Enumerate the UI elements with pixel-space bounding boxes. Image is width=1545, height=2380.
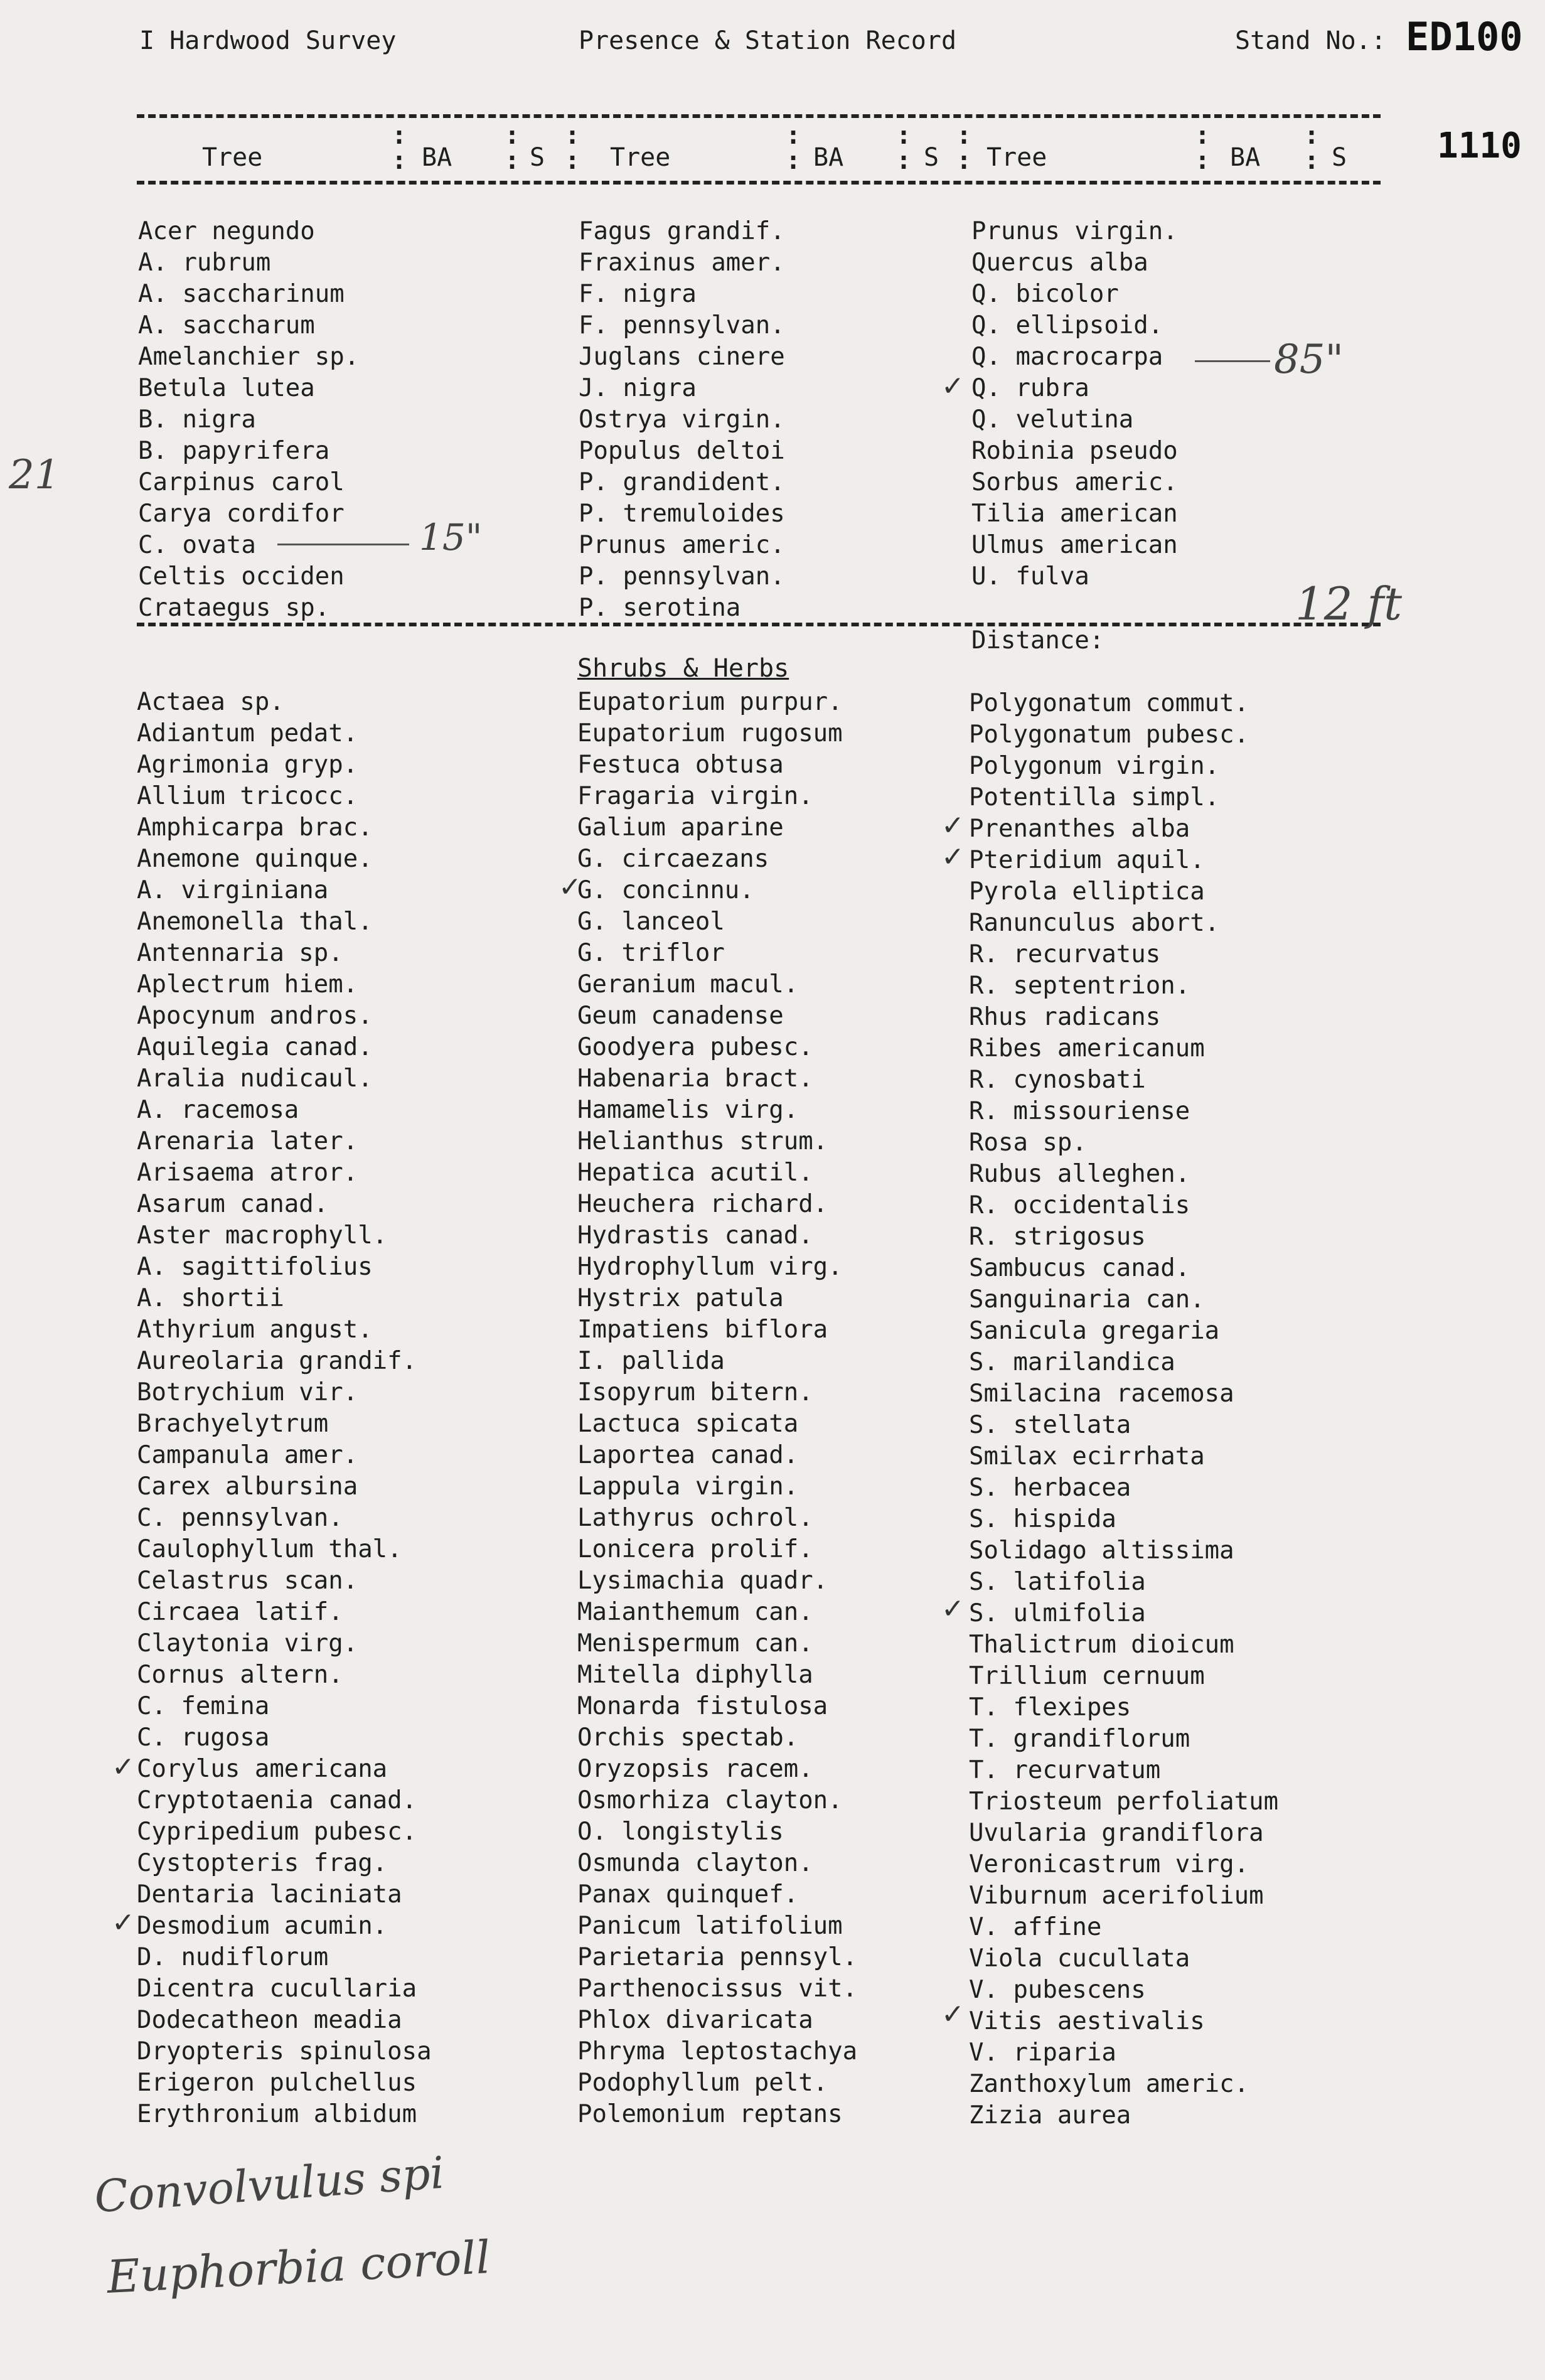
distance-label: Distance: (971, 626, 1104, 655)
species-entry: Rhus radicans (969, 1003, 1161, 1031)
col-header-s-1: S (530, 143, 545, 172)
col-header-tree-1: Tree (202, 143, 263, 172)
species-entry: S. latifolia (969, 1568, 1146, 1596)
species-entry: Aster macrophyll. (137, 1221, 388, 1250)
species-entry: Panax quinquef. (577, 1880, 799, 1909)
species-entry: Athyrium angust. (137, 1316, 373, 1344)
col-sep: : : (956, 121, 972, 175)
col-sep: : : (565, 121, 580, 175)
col-sep: : : (505, 121, 520, 175)
species-entry: O. longistylis (577, 1818, 784, 1846)
species-entry: Desmodium acumin. (137, 1912, 388, 1940)
handwritten-line-macrocarpa (1195, 360, 1270, 362)
species-entry: Galium aparine (577, 813, 784, 842)
species-entry: Menispermum can. (577, 1629, 813, 1658)
species-entry: Ribes americanum (969, 1034, 1205, 1063)
species-entry: B. papyrifera (138, 437, 330, 465)
species-entry: Polemonium reptans (577, 2100, 843, 2128)
species-entry: S. ulmifolia (969, 1599, 1146, 1627)
species-entry: Carpinus carol (138, 468, 345, 496)
species-entry: Impatiens biflora (577, 1316, 828, 1344)
species-entry: S. marilandica (969, 1348, 1175, 1376)
handwritten-distance-value: 12 ft (1295, 577, 1403, 630)
species-entry: Cryptotaenia canad. (137, 1786, 417, 1814)
species-entry: R. occidentalis (969, 1191, 1190, 1219)
species-entry: Pteridium aquil. (969, 846, 1205, 874)
shrub-list-col3 (969, 688, 1278, 2131)
species-entry: G. circaezans (577, 845, 769, 873)
species-entry: Eupatorium rugosum (577, 719, 843, 748)
species-entry: T. grandiflorum (969, 1725, 1190, 1753)
shrubs-heading: Shrubs & Herbs (577, 654, 789, 683)
handwritten-macrocarpa-size: 85" (1274, 336, 1344, 383)
species-entry: Dicentra cucullaria (137, 1975, 417, 2003)
species-entry: Q. macrocarpa (971, 343, 1163, 371)
species-entry: A. saccharinum (138, 280, 345, 308)
species-entry: S. herbacea (969, 1474, 1131, 1502)
species-entry: Solidago altissima (969, 1536, 1234, 1565)
species-entry: Quercus alba (971, 249, 1148, 277)
species-entry: Geum canadense (577, 1002, 784, 1030)
species-entry: Agrimonia gryp. (137, 751, 358, 779)
header-rule-bottom (137, 181, 1381, 185)
species-entry: Phlox divaricata (577, 2006, 813, 2034)
species-entry: C. rugosa (137, 1723, 270, 1752)
species-entry: Osmorhiza clayton. (577, 1786, 843, 1814)
species-entry: Tilia american (971, 500, 1178, 528)
species-entry: Trillium cernuum (969, 1662, 1205, 1690)
species-entry: Hepatica acutil. (577, 1159, 813, 1187)
col-header-ba-1: BA (422, 143, 452, 172)
species-entry: Zizia aurea (969, 2101, 1131, 2130)
species-entry: F. nigra (579, 280, 697, 308)
species-entry: Arisaema atror. (137, 1159, 358, 1187)
species-entry: Apocynum andros. (137, 1002, 373, 1030)
species-entry: C. ovata (138, 531, 256, 559)
species-entry: Anemonella thal. (137, 908, 373, 936)
species-entry: Fagus grandif. (579, 217, 785, 245)
species-entry: Ulmus american (971, 531, 1178, 559)
species-entry: I. pallida (577, 1347, 725, 1375)
species-entry: Claytonia virg. (137, 1629, 358, 1658)
species-entry: Asarum canad. (137, 1190, 329, 1218)
species-entry: Viola cucullata (969, 1944, 1190, 1973)
species-entry: Smilacina racemosa (969, 1380, 1234, 1408)
species-entry: Corylus americana (137, 1755, 388, 1783)
species-entry: C. femina (137, 1692, 270, 1720)
shrub-list-col2 (577, 687, 857, 2130)
species-entry: P. serotina (579, 594, 741, 622)
species-entry: Vitis aestivalis (969, 2007, 1205, 2035)
species-entry: G. triflor (577, 939, 725, 967)
species-entry: Isopyrum bitern. (577, 1378, 813, 1407)
species-entry: Sambucus canad. (969, 1254, 1190, 1282)
col-sep: : : (392, 121, 407, 175)
species-entry: Habenaria bract. (577, 1064, 813, 1093)
species-entry: Polygonatum pubesc. (969, 721, 1249, 749)
species-entry: Parietaria pennsyl. (577, 1943, 858, 1971)
species-entry: G. concinnu. (577, 876, 754, 904)
col-header-s-3: S (1332, 143, 1347, 172)
header-rule-top (137, 114, 1381, 118)
species-entry: Smilax ecirrhata (969, 1442, 1205, 1471)
species-entry: P. grandident. (579, 468, 785, 496)
species-entry: Polygonum virgin. (969, 752, 1220, 780)
species-entry: Hamamelis virg. (577, 1096, 799, 1124)
col-header-s-2: S (924, 143, 939, 172)
species-entry: Cystopteris frag. (137, 1849, 388, 1877)
species-entry: Q. bicolor (971, 280, 1119, 308)
species-entry: Ranunculus abort. (969, 909, 1220, 937)
species-entry: Panicum latifolium (577, 1912, 843, 1940)
check-mark-icon: ✓ (941, 1593, 965, 1625)
species-entry: Hystrix patula (577, 1284, 784, 1312)
species-entry: Anemone quinque. (137, 845, 373, 873)
check-mark-icon: ✓ (941, 370, 965, 402)
check-mark-icon: ✓ (112, 1907, 135, 1939)
species-entry: R. recurvatus (969, 940, 1161, 968)
species-entry: Heuchera richard. (577, 1190, 828, 1218)
col-header-tree-3: Tree (986, 143, 1047, 172)
col-sep: : : (786, 121, 801, 175)
species-entry: Prunus virgin. (971, 217, 1178, 245)
species-entry: Populus deltoi (579, 437, 785, 465)
species-entry: P. tremuloides (579, 500, 785, 528)
species-entry: Q. velutina (971, 405, 1134, 434)
species-entry: Carex albursina (137, 1472, 358, 1501)
species-entry: Robinia pseudo (971, 437, 1178, 465)
check-mark-icon: ✓ (559, 871, 582, 903)
species-entry: S. hispida (969, 1505, 1116, 1533)
section-rule (137, 623, 1381, 626)
species-entry: Antennaria sp. (137, 939, 343, 967)
species-entry: R. cynosbati (969, 1066, 1146, 1094)
check-mark-icon: ✓ (112, 1751, 135, 1783)
species-entry: S. stellata (969, 1411, 1131, 1439)
species-entry: Dentaria laciniata (137, 1880, 402, 1909)
handwritten-line-ovata (277, 544, 409, 545)
species-entry: Amphicarpa brac. (137, 813, 373, 842)
species-entry: Viburnum acerifolium (969, 1882, 1264, 1910)
species-entry: Polygonatum commut. (969, 689, 1249, 717)
species-entry: Adiantum pedat. (137, 719, 358, 748)
species-entry: C. pennsylvan. (137, 1504, 343, 1532)
species-entry: R. missouriense (969, 1097, 1190, 1125)
handwritten-ovata-size: 15" (419, 516, 483, 559)
species-entry: Lactuca spicata (577, 1410, 799, 1438)
check-mark-icon: ✓ (941, 1998, 965, 2030)
species-entry: Brachyelytrum (137, 1410, 329, 1438)
species-entry: Orchis spectab. (577, 1723, 799, 1752)
species-entry: Pyrola elliptica (969, 877, 1205, 906)
species-entry: Cornus altern. (137, 1661, 343, 1689)
tree-list-col2 (579, 216, 785, 624)
species-entry: Betula lutea (138, 374, 315, 402)
species-entry: Juglans cinere (579, 343, 785, 371)
species-entry: R. strigosus (969, 1223, 1146, 1251)
handwritten-margin-number: 21 (9, 452, 60, 498)
species-entry: Phryma leptostachya (577, 2037, 858, 2066)
stand-number-stamp-2: 1110 (1437, 126, 1522, 166)
species-entry: Osmunda clayton. (577, 1849, 813, 1877)
stand-label: Stand No.: (1235, 26, 1386, 55)
species-entry: Caulophyllum thal. (137, 1535, 402, 1563)
col-header-ba-3: BA (1230, 143, 1261, 172)
species-entry: Prenanthes alba (969, 815, 1190, 843)
species-entry: Celtis occiden (138, 562, 345, 591)
species-entry: Erythronium albidum (137, 2100, 417, 2128)
species-entry: Aquilegia canad. (137, 1033, 373, 1061)
species-entry: Monarda fistulosa (577, 1692, 828, 1720)
species-entry: J. nigra (579, 374, 697, 402)
species-entry: Geranium macul. (577, 970, 799, 999)
species-entry: Sorbus americ. (971, 468, 1178, 496)
species-entry: A. virginiana (137, 876, 329, 904)
species-entry: Lonicera prolif. (577, 1535, 813, 1563)
handwritten-note-1: Convolvulus spi (92, 2147, 446, 2223)
species-entry: Arenaria later. (137, 1127, 358, 1155)
species-entry: Amelanchier sp. (138, 343, 360, 371)
species-entry: Lappula virgin. (577, 1472, 799, 1501)
col-sep: : : (896, 121, 912, 175)
species-entry: A. racemosa (137, 1096, 299, 1124)
species-entry: Lysimachia quadr. (577, 1567, 828, 1595)
shrub-list-col1 (137, 687, 432, 2130)
species-entry: A. saccharum (138, 311, 315, 340)
species-entry: Oryzopsis racem. (577, 1755, 813, 1783)
col-sep: : : (1304, 121, 1320, 175)
survey-title: I Hardwood Survey (139, 26, 397, 55)
stand-number-stamp: ED100 (1406, 14, 1523, 60)
species-entry: Cypripedium pubesc. (137, 1818, 417, 1846)
species-entry: Hydrophyllum virg. (577, 1253, 843, 1281)
species-entry: V. pubescens (969, 1976, 1146, 2004)
species-entry: Crataegus sp. (138, 594, 330, 622)
species-entry: Actaea sp. (137, 688, 284, 716)
species-entry: Celastrus scan. (137, 1567, 358, 1595)
species-entry: Helianthus strum. (577, 1127, 828, 1155)
species-entry: V. riparia (969, 2039, 1116, 2067)
tree-list-col1 (138, 216, 359, 624)
record-title: Presence & Station Record (579, 26, 957, 55)
species-entry: F. pennsylvan. (579, 311, 785, 340)
species-entry: Eupatorium purpur. (577, 688, 843, 716)
species-entry: Q. ellipsoid. (971, 311, 1163, 340)
species-entry: D. nudiflorum (137, 1943, 329, 1971)
species-entry: Thalictrum dioicum (969, 1631, 1234, 1659)
species-entry: Potentilla simpl. (969, 783, 1220, 812)
handwritten-note-2: Euphorbia coroll (105, 2231, 492, 2303)
species-entry: B. nigra (138, 405, 256, 434)
species-entry: Carya cordifor (138, 500, 345, 528)
species-entry: Maianthemum can. (577, 1598, 813, 1626)
col-sep: : : (1195, 121, 1211, 175)
species-entry: Aralia nudicaul. (137, 1064, 373, 1093)
species-entry: P. pennsylvan. (579, 562, 785, 591)
species-entry: Prunus americ. (579, 531, 785, 559)
species-entry: Goodyera pubesc. (577, 1033, 813, 1061)
check-mark-icon: ✓ (941, 810, 965, 842)
species-entry: Allium tricocc. (137, 782, 358, 810)
species-entry: Uvularia grandiflora (969, 1819, 1264, 1847)
species-entry: Festuca obtusa (577, 751, 784, 779)
species-entry: Rubus alleghen. (969, 1160, 1190, 1188)
col-header-ba-2: BA (813, 143, 844, 172)
species-entry: Mitella diphylla (577, 1661, 813, 1689)
species-entry: Acer negundo (138, 217, 315, 245)
species-entry: T. recurvatum (969, 1756, 1161, 1784)
species-entry: Hydrastis canad. (577, 1221, 813, 1250)
species-entry: A. rubrum (138, 249, 271, 277)
species-entry: Q. rubra (971, 374, 1089, 402)
check-mark-icon: ✓ (941, 841, 965, 873)
species-entry: Fraxinus amer. (579, 249, 785, 277)
species-entry: V. affine (969, 1913, 1102, 1941)
species-entry: Aplectrum hiem. (137, 970, 358, 999)
species-entry: Erigeron pulchellus (137, 2069, 417, 2097)
species-entry: Lathyrus ochrol. (577, 1504, 813, 1532)
species-entry: Sanguinaria can. (969, 1285, 1205, 1314)
species-entry: Veronicastrum virg. (969, 1850, 1249, 1879)
species-entry: Dryopteris spinulosa (137, 2037, 432, 2066)
species-entry: Rosa sp. (969, 1128, 1087, 1157)
species-entry: G. lanceol (577, 908, 725, 936)
species-entry: Dodecatheon meadia (137, 2006, 402, 2034)
species-entry: A. sagittifolius (137, 1253, 373, 1281)
species-entry: Parthenocissus vit. (577, 1975, 858, 2003)
species-entry: Ostrya virgin. (579, 405, 785, 434)
col-header-tree-2: Tree (610, 143, 671, 172)
species-entry: Fragaria virgin. (577, 782, 813, 810)
species-entry: Aureolaria grandif. (137, 1347, 417, 1375)
species-entry: A. shortii (137, 1284, 284, 1312)
species-entry: Circaea latif. (137, 1598, 343, 1626)
species-entry: Botrychium vir. (137, 1378, 358, 1407)
species-entry: T. flexipes (969, 1693, 1131, 1722)
species-entry: Campanula amer. (137, 1441, 358, 1469)
species-entry: Sanicula gregaria (969, 1317, 1220, 1345)
species-entry: R. septentrion. (969, 972, 1190, 1000)
species-entry: U. fulva (971, 562, 1089, 591)
species-entry: Podophyllum pelt. (577, 2069, 828, 2097)
species-entry: Laportea canad. (577, 1441, 799, 1469)
species-entry: Zanthoxylum americ. (969, 2070, 1249, 2098)
tree-list-col3 (971, 216, 1178, 592)
species-entry: Triosteum perfoliatum (969, 1788, 1279, 1816)
